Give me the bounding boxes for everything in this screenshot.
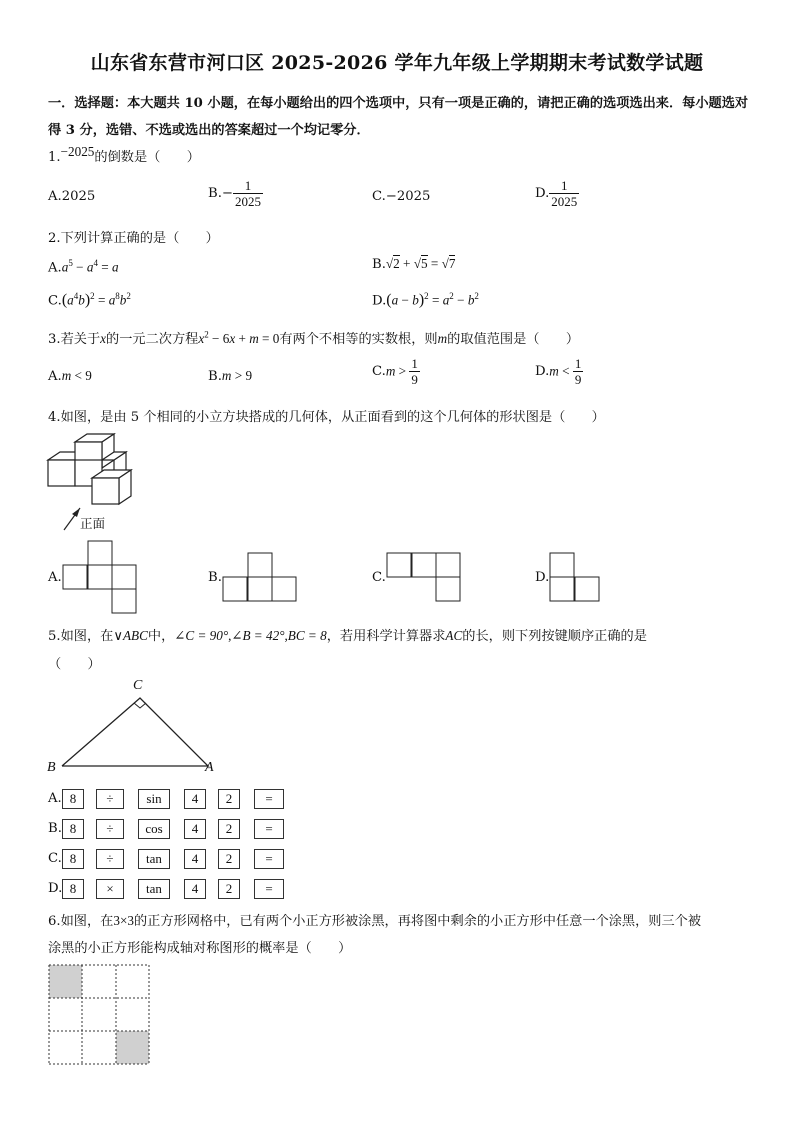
q4-option-a-figure[interactable] — [62, 540, 138, 614]
q2-option-a[interactable]: $A.a^5 - a^4 = a$ — [48, 258, 119, 276]
q3-d-label: D. — [535, 364, 550, 379]
q1-option-c[interactable]: C.−2025 — [372, 189, 431, 204]
q2-b-label: B. — [372, 257, 386, 272]
question-2-stem: 2.下列计算正确的是（ ） — [48, 231, 219, 246]
q5-option-label: D. — [48, 881, 63, 896]
q3-option-b[interactable]: B.m > 9 — [208, 368, 253, 384]
q4-option-a-label[interactable]: A. — [48, 570, 62, 585]
calculator-key: = — [254, 819, 284, 839]
q1-b-sign: − — [221, 186, 233, 201]
question-5-stem: 5.如图，在∨ABC中，∠C = 90°,∠B = 42°,BC = 8，若用科学计算器求AC的长，则下列按键顺序正确的是 — [48, 628, 647, 644]
q5-text-4: 的长，则下列按键顺序正确的是 — [462, 629, 647, 644]
q5-side-bc: BC = 8 — [287, 628, 327, 643]
front-view-label: 正面 — [80, 516, 106, 531]
q5-triangle-symbol: ∨ — [113, 628, 123, 643]
q4-option-b-label[interactable]: B. — [208, 570, 222, 585]
q1-text: 的倒数是（ ） — [94, 150, 200, 165]
q3-c-label: C. — [372, 364, 386, 379]
section-instructions: 一．选择题：本大题共 10 小题，在每小题给出的四个选项中，只有一项是正确的，请把正确的选项选出来．每小题选对得 3 分，选错、不选或选出的答案超过一个均记零分． — [48, 96, 749, 138]
calculator-key: ÷ — [96, 849, 124, 869]
calculator-key: 8 — [62, 819, 84, 839]
q2-option-b[interactable]: B.√2 + √5 = √7 — [372, 256, 456, 272]
q3-text-3: 有两个不相等的实数根，则 — [279, 332, 438, 347]
q3-b-value: 9 — [245, 368, 253, 383]
question-6-stem-line2: 涂黑的小正方形能构成轴对称图形的概率是（ ） — [48, 941, 352, 956]
calculator-key: 4 — [184, 819, 206, 839]
q2-a-label: A. — [48, 260, 62, 276]
question-3-stem: 3.若关于x的一元二次方程$x^2 - 6x + m = 0$有两个不相等的实数根，则m的取值范围是（ ） — [48, 329, 580, 347]
q3-text-4: 的取值范围是（ ） — [447, 332, 580, 347]
question-6-stem — [48, 910, 701, 929]
shaded-cell-top-left — [49, 965, 82, 998]
calculator-key: 2 — [218, 879, 240, 899]
q5-side-ac: AC — [445, 628, 463, 643]
vertex-b-label: B — [47, 760, 56, 775]
q3-a-label: A. — [48, 369, 62, 384]
q3-option-c[interactable]: C.m > $\frac{1}{9}$ — [372, 356, 418, 387]
q3-d-num: 1 — [574, 356, 582, 371]
q1-option-d[interactable] — [535, 178, 579, 209]
q2-option-d[interactable]: $D.(a - b)^2 = a^2 - b^2$ — [372, 291, 479, 309]
calculator-key: = — [254, 879, 284, 899]
q5-option-label: A. — [48, 791, 62, 806]
q1-option-b[interactable] — [208, 178, 263, 209]
q3-a-value: 9 — [85, 368, 92, 383]
q6-grid-size: 3×3 — [113, 913, 134, 928]
calculator-key: tan — [138, 879, 170, 899]
q4-option-d-figure[interactable] — [549, 552, 601, 602]
q1-option-a[interactable]: A.2025 — [48, 189, 96, 204]
calculator-key: 8 — [62, 879, 84, 899]
calculator-key: ÷ — [96, 789, 124, 809]
calculator-key: = — [254, 849, 284, 869]
calculator-key: sin — [138, 789, 170, 809]
q3-d-den: 9 — [574, 372, 582, 387]
q1-value: −2025 — [60, 144, 95, 159]
q1-d-num: 1 — [549, 178, 579, 194]
calculator-key: 8 — [62, 849, 84, 869]
calculator-key: ÷ — [96, 819, 124, 839]
calculator-key: tan — [138, 849, 170, 869]
q4-option-d-label[interactable]: D. — [535, 570, 550, 585]
calculator-key: 2 — [218, 789, 240, 809]
question-4-stem: 4.如图，是由 5 个相同的小立方块搭成的几何体，从正面看到的这个几何体的形状图是（ ） — [48, 410, 605, 425]
q1-b-den: 2025 — [234, 194, 261, 209]
q5-triangle-name: ABC — [123, 628, 148, 643]
q3-text-1: 3.若关于 — [48, 332, 101, 347]
q6-text-2: 的正方形网格中，已有两个小正方形被涂黑，再将图中剩余的小正方形中任意一个涂黑，则三个被 — [133, 914, 702, 929]
q3-text-2: 的一元二次方程 — [106, 332, 199, 347]
q5-angle-b: ∠B = 42° — [231, 628, 285, 643]
q3-b-label: B. — [208, 369, 222, 384]
q5-text-3: ，若用科学计算器求 — [326, 629, 446, 644]
shaded-cell-bottom-right — [116, 1031, 149, 1064]
q2-option-c[interactable]: $C.(a^4b)^2 = a^8b^2$ — [48, 291, 131, 309]
grid-3x3-figure — [48, 964, 152, 1066]
q1-number: 1. — [48, 150, 61, 165]
q5-angle-c: ∠C = 90° — [174, 628, 229, 643]
q1-d-den: 2025 — [551, 194, 578, 209]
calculator-key: 8 — [62, 789, 84, 809]
calculator-key: 4 — [184, 789, 206, 809]
q3-option-a[interactable]: A.m < 9 — [48, 368, 92, 384]
q3-option-d[interactable]: D.m < $\frac{1}{9}$ — [535, 356, 582, 387]
q6-text-1: 6.如图，在 — [48, 914, 114, 929]
q1-b-num: 1 — [233, 178, 263, 194]
q3-c-num: 1 — [411, 356, 418, 371]
vertex-c-label: C — [133, 678, 143, 693]
q4-option-c-figure[interactable] — [386, 552, 462, 602]
q2-d-label: D. — [372, 293, 387, 309]
q4-option-b-figure[interactable] — [222, 552, 298, 602]
calculator-key: cos — [138, 819, 170, 839]
calculator-key: 4 — [184, 849, 206, 869]
q1-d-label: D. — [535, 186, 550, 201]
calculator-key: 2 — [218, 849, 240, 869]
question-1-stem — [48, 146, 200, 165]
q5-text-2: 中， — [147, 629, 175, 644]
q5-text-1: 5.如图，在 — [48, 629, 114, 644]
q3-var-x: x — [100, 331, 107, 346]
q5-option-label: B. — [48, 821, 62, 836]
calculator-key: × — [96, 879, 124, 899]
q3-c-den: 9 — [411, 372, 418, 387]
calculator-key: 4 — [184, 879, 206, 899]
calculator-key: 2 — [218, 819, 240, 839]
calculator-key: = — [254, 789, 284, 809]
q2-c-label: C. — [48, 293, 62, 309]
q5-answer-paren: （ ） — [48, 657, 101, 672]
q4-option-c-label[interactable]: C. — [372, 570, 386, 585]
vertex-a-label: A — [205, 760, 214, 775]
q5-option-label: C. — [48, 851, 62, 866]
q3-var-m: m — [437, 331, 448, 346]
page-title: 山东省东营市河口区 2025-2026 学年九年级上学期期末考试数学试题 — [90, 52, 704, 74]
q1-b-label: B. — [208, 186, 222, 201]
